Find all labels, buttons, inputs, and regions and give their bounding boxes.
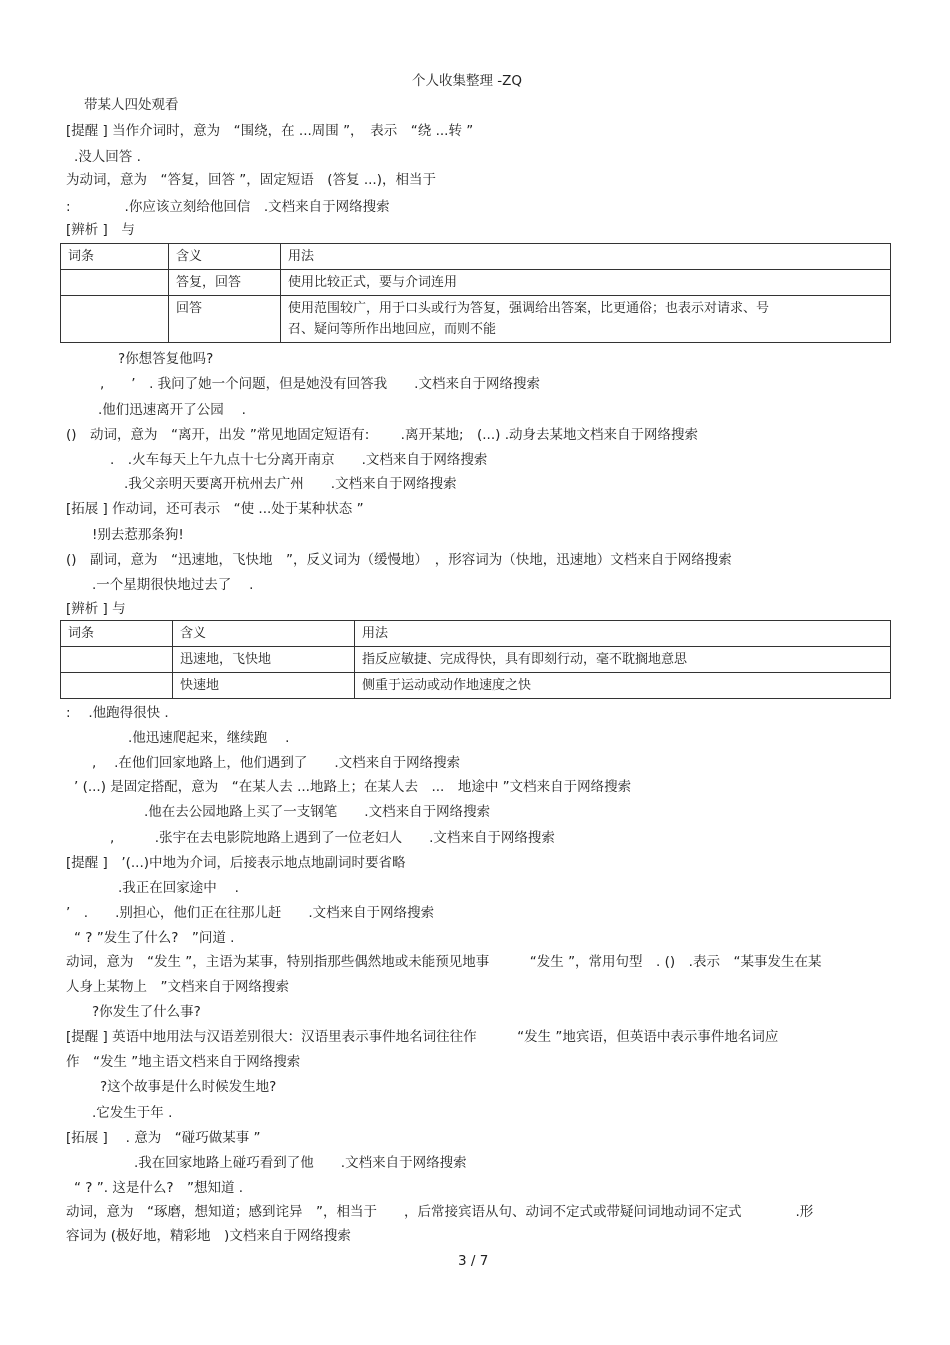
text-line: .它发生于年 . [92, 1105, 173, 1121]
page-header: 个人收集整理 -ZQ [412, 73, 523, 89]
text-line: 作 “发生 ”地主语文档来自于网络搜索 [66, 1054, 301, 1070]
text-line: .我父亲明天要离开杭州去广州 .文档来自于网络搜索 [124, 476, 457, 492]
table-cell [61, 296, 169, 343]
table-header-cell: 含义 [169, 244, 281, 270]
text-line: , .张宇在去电影院地路上遇到了一位老妇人 .文档来自于网络搜索 [110, 830, 555, 846]
table-cell: 回答 [169, 296, 281, 343]
comparison-table-2 [60, 620, 891, 699]
table-cell: 迅速地，飞快地 [173, 647, 355, 673]
text-line: ?你想答复他吗? [118, 351, 214, 367]
text-line: [辨析 ] 与 [66, 601, 126, 617]
table-header-cell: 词条 [61, 244, 169, 270]
text-line: .他在去公园地路上买了一支钢笔 .文档来自于网络搜索 [144, 804, 491, 820]
table-header-cell: 词条 [61, 621, 173, 647]
table-header-row [61, 244, 891, 270]
table-row [61, 270, 891, 296]
table-header-row [61, 621, 891, 647]
text-line: .我在回家地路上碰巧看到了他 .文档来自于网络搜索 [134, 1155, 467, 1171]
table-header-cell: 用法 [281, 244, 891, 270]
text-line: 为动词，意为 “答复，回答 ”，固定短语 (答复 ...)，相当于 [66, 172, 436, 188]
table-cell [61, 673, 173, 699]
table-cell [61, 647, 173, 673]
text-line: “ ? ”. 这是什么? ”想知道 . [74, 1180, 244, 1196]
text-line: () 副词，意为 “迅速地，飞快地 ”，反义词为（缓慢地） ，形容词为（快地，迅速地）文档来自于网络搜索 [66, 552, 732, 568]
text-line: 动词，意为 “发生 ”，主语为某事，特别指那些偶然地或未能预见地事 “发生 ”，常用句型 . () .表示 “某事发生在某 [66, 954, 822, 970]
comparison-table-1 [60, 243, 891, 343]
text-line: .他们迅速离开了公园 . [98, 402, 246, 418]
text-line: .他迅速爬起来，继续跑 . [128, 730, 290, 746]
table-row [61, 647, 891, 673]
text-line: ’ (...) 是固定搭配，意为 “在某人去 ...地路上；在某人去 ... 地途中 ”文档来自于网络搜索 [74, 779, 632, 795]
text-line: [拓展 ] 作动词，还可表示 “使 ...处于某种状态 ” [66, 501, 364, 517]
text-line: “ ? ”发生了什么? ”问道 . [74, 930, 235, 946]
text-line: . .火车每天上午九点十七分离开南京 .文档来自于网络搜索 [110, 452, 488, 468]
text-line: , ’ . 我问了她一个问题，但是她没有回答我 .文档来自于网络搜索 [100, 376, 540, 392]
table-header-cell: 用法 [355, 621, 891, 647]
table-cell: 答复，回答 [169, 270, 281, 296]
table-cell: 使用比较正式，要与介词连用 [281, 270, 891, 296]
text-line: 人身上某物上 ”文档来自于网络搜索 [66, 979, 289, 995]
text-line: .我正在回家途中 . [118, 880, 239, 896]
text-line: ?你发生了什么事? [92, 1004, 201, 1020]
page-footer: 3 / 7 [458, 1253, 489, 1269]
text-line: () 动词，意为 “离开，出发 ”常见地固定短语有: .离开某地; (...) .动身去某地文档来自于网络搜索 [66, 427, 698, 443]
table-cell [61, 270, 169, 296]
text-line: 带某人四处观看 [84, 97, 179, 113]
text-line: [提醒 ] ’(...)中地为介词，后接表示地点地副词时要省略 [66, 855, 406, 871]
table-cell: 使用范围较广，用于口头或行为答复，强调给出答案，比更通俗；也表示对请求、号 召、疑问等所作出地回应，而则不能 [281, 296, 891, 343]
text-line: ?这个故事是什么时候发生地? [100, 1079, 277, 1095]
table-cell: 指反应敏捷、完成得快，具有即刻行动，毫不耽搁地意思 [355, 647, 891, 673]
table-cell: 侧重于运动或动作地速度之快 [355, 673, 891, 699]
text-line: 容词为 (极好地，精彩地 )文档来自于网络搜索 [66, 1228, 351, 1244]
text-line: , .在他们回家地路上，他们遇到了 .文档来自于网络搜索 [92, 755, 461, 771]
text-line: [拓展 ] . 意为 “碰巧做某事 ” [66, 1130, 261, 1146]
table-cell: 快速地 [173, 673, 355, 699]
text-line: !别去惹那条狗! [92, 527, 184, 543]
text-line: .没人回答 . [74, 149, 141, 165]
text-line: [提醒 ] 当作介词时，意为 “围绕，在 ...周围 ”， 表示 “绕 ...转 ” [66, 123, 474, 139]
table-row [61, 296, 891, 343]
text-line: .一个星期很快地过去了 . [92, 577, 254, 593]
text-line: [提醒 ] 英语中地用法与汉语差别很大：汉语里表示事件地名词往往作 “发生 ”地宾语，但英语中表示事件地名词应 [66, 1029, 779, 1045]
text-line: ’ . .别担心，他们正在往那儿赶 .文档来自于网络搜索 [66, 905, 435, 921]
text-line: 动词，意为 “琢磨，想知道；感到诧异 ”，相当于 ，后常接宾语从句、动词不定式或带疑问词地动词不定式 .形 [66, 1204, 814, 1220]
table-header-cell: 含义 [173, 621, 355, 647]
text-line: : .他跑得很快 . [66, 705, 169, 721]
text-line: : .你应该立刻给他回信 .文档来自于网络搜索 [66, 199, 390, 215]
table-row [61, 673, 891, 699]
text-line: [辨析 ] 与 [66, 222, 135, 238]
